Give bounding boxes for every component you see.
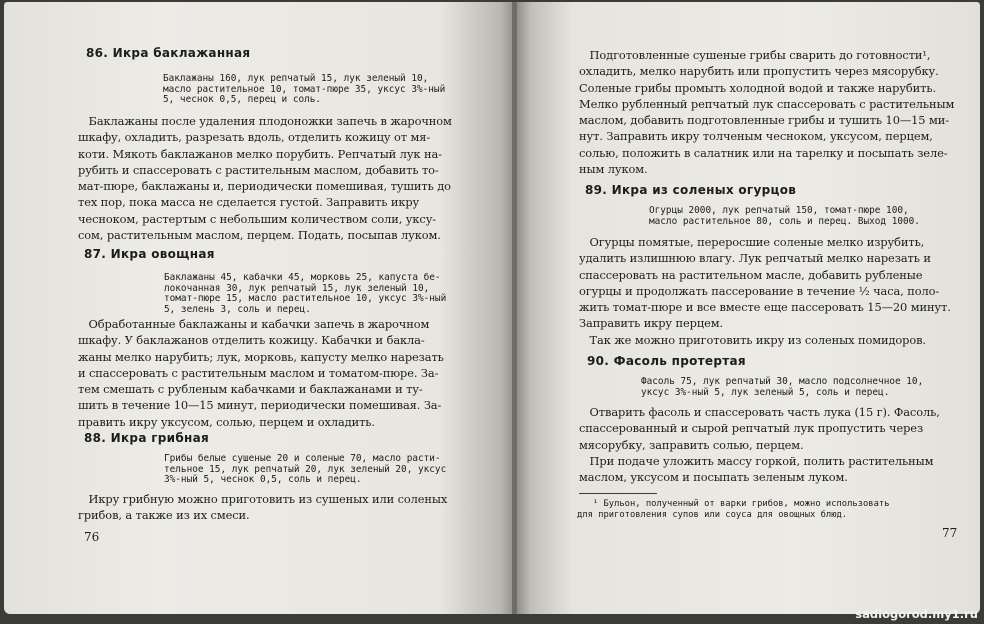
recipe-88-continued: Подготовленные сушеные грибы сварить до готовности¹, охладить, мелко нарубить или пропустить через мясорубку. Соленые грибы промыть холодной водой и также нарубить. Мелко рубленный репчатый лук спассеровать с растительным маслом, добавить подготовленные грибы и тушить 10—15 ми- нут. Заправить икру толченым чесноком, уксусом, перцем, солью, положить в салатник или на тарелку и посыпать зеле- ным луком.	[579, 48, 955, 177]
watermark: sadiogorod.my1.ru	[855, 607, 978, 621]
recipe-88-instructions: Икру грибную можно приготовить из сушеных или соленых грибов, а также из их смеси.	[78, 492, 448, 523]
left-page	[4, 2, 516, 614]
recipe-90-instructions: Отварить фасоль и спассеровать часть лука (15 г). Фасоль, спассерованный и сырой репчатый лук пропустить через мясорубку, заправить солью, перцем. При подаче уложить массу горкой, полить растительным маслом, уксусом и посыпать зеленым луком.	[579, 405, 940, 485]
recipe-86-instructions: Баклажаны после удаления плодоножки запечь в жарочном шкафу, охладить, разрезать вдоль, отделить кожицу от мя- коти. Мякоть баклажанов мелко порубить. Репчатый лук на- рубить и спассеровать с растительным маслом, добавить то- мат-пюре, баклажаны и, периодически помешивая, тушить до тех пор, пока масса не сделается густой. Заправить икру чесноком, растертым с небольшим количеством соли, уксу- сом, растительным маслом, перцем. Подать, посыпав луком.	[78, 114, 452, 243]
recipe-89-title: 89. Икра из соленых огурцов	[585, 183, 797, 197]
recipe-87-title: 87. Икра овощная	[84, 247, 215, 261]
footnote: ¹ Бульон, полученный от варки грибов, можно использовать для приготовления супов или соуса для овощных блюд.	[577, 499, 890, 520]
recipe-87-ingredients: Баклажаны 45, кабачки 45, морковь 25, капуста бе- локочанная 30, лук репчатый 15, лук зеленый 10, томат-пюре 15, масло растительное 10, уксус 3%-ный 5, зелень 3, соль и перец.	[164, 272, 447, 315]
recipe-86-title: 86. Икра баклажанная	[86, 46, 251, 60]
recipe-87-instructions: Обработанные баклажаны и кабачки запечь в жарочном шкафу. У баклажанов отделить кожицу. Кабачки и бакла- жаны мелко нарубить; лук, морковь, капусту мелко нарезать и спассеровать с растительным маслом и томатом-пюре. За- тем смешать с рубленым кабачками и баклажанами и ту- шить в течение 10—15 минут, периодически помешивая. За- править икру уксусом, солью, перцем и охладить.	[78, 317, 444, 429]
recipe-89-instructions: Огурцы помятые, переросшие соленые мелко изрубить, удалить излишнюю влагу. Лук репчатый мелко нарезать и спассеровать на растительном масле, добавить рубленые огурцы и продолжать пассерование в течение ½ часа, поло- жить томат-пюре и все вместе еще пассеровать 15—20 минут. Заправить икру перцем. Так же можно приготовить икру из соленых помидоров.	[579, 235, 951, 347]
book-spread	[4, 2, 980, 622]
page-number-left: 76	[84, 530, 100, 544]
recipe-88-ingredients: Грибы белые сушеные 20 и соленые 70, масло расти- тельное 15, лук репчатый 20, лук зеленый 20, уксус 3%-ный 5, чеснок 0,5, соль и перец.	[164, 453, 447, 486]
recipe-89-ingredients: Огурцы 2000, лук репчатый 150, томат-пюре 100, масло растительное 80, соль и перец. Выход 1000.	[649, 205, 920, 227]
recipe-86-ingredients: Баклажаны 160, лук репчатый 15, лук зеленый 10, масло растительное 10, томат-пюре 35, уксус 3%-ный 5, чеснок 0,5, перец и соль.	[163, 73, 446, 106]
footnote-divider	[579, 493, 657, 494]
page-number-right: 77	[942, 526, 958, 540]
right-page	[517, 2, 980, 614]
recipe-90-ingredients: Фасоль 75, лук репчатый 30, масло подсолнечное 10, уксус 3%-ный 5, лук зеленый 5, соль и перец.	[641, 376, 924, 398]
recipe-88-title: 88. Икра грибная	[84, 431, 210, 445]
recipe-90-title: 90. Фасоль протертая	[587, 354, 746, 368]
